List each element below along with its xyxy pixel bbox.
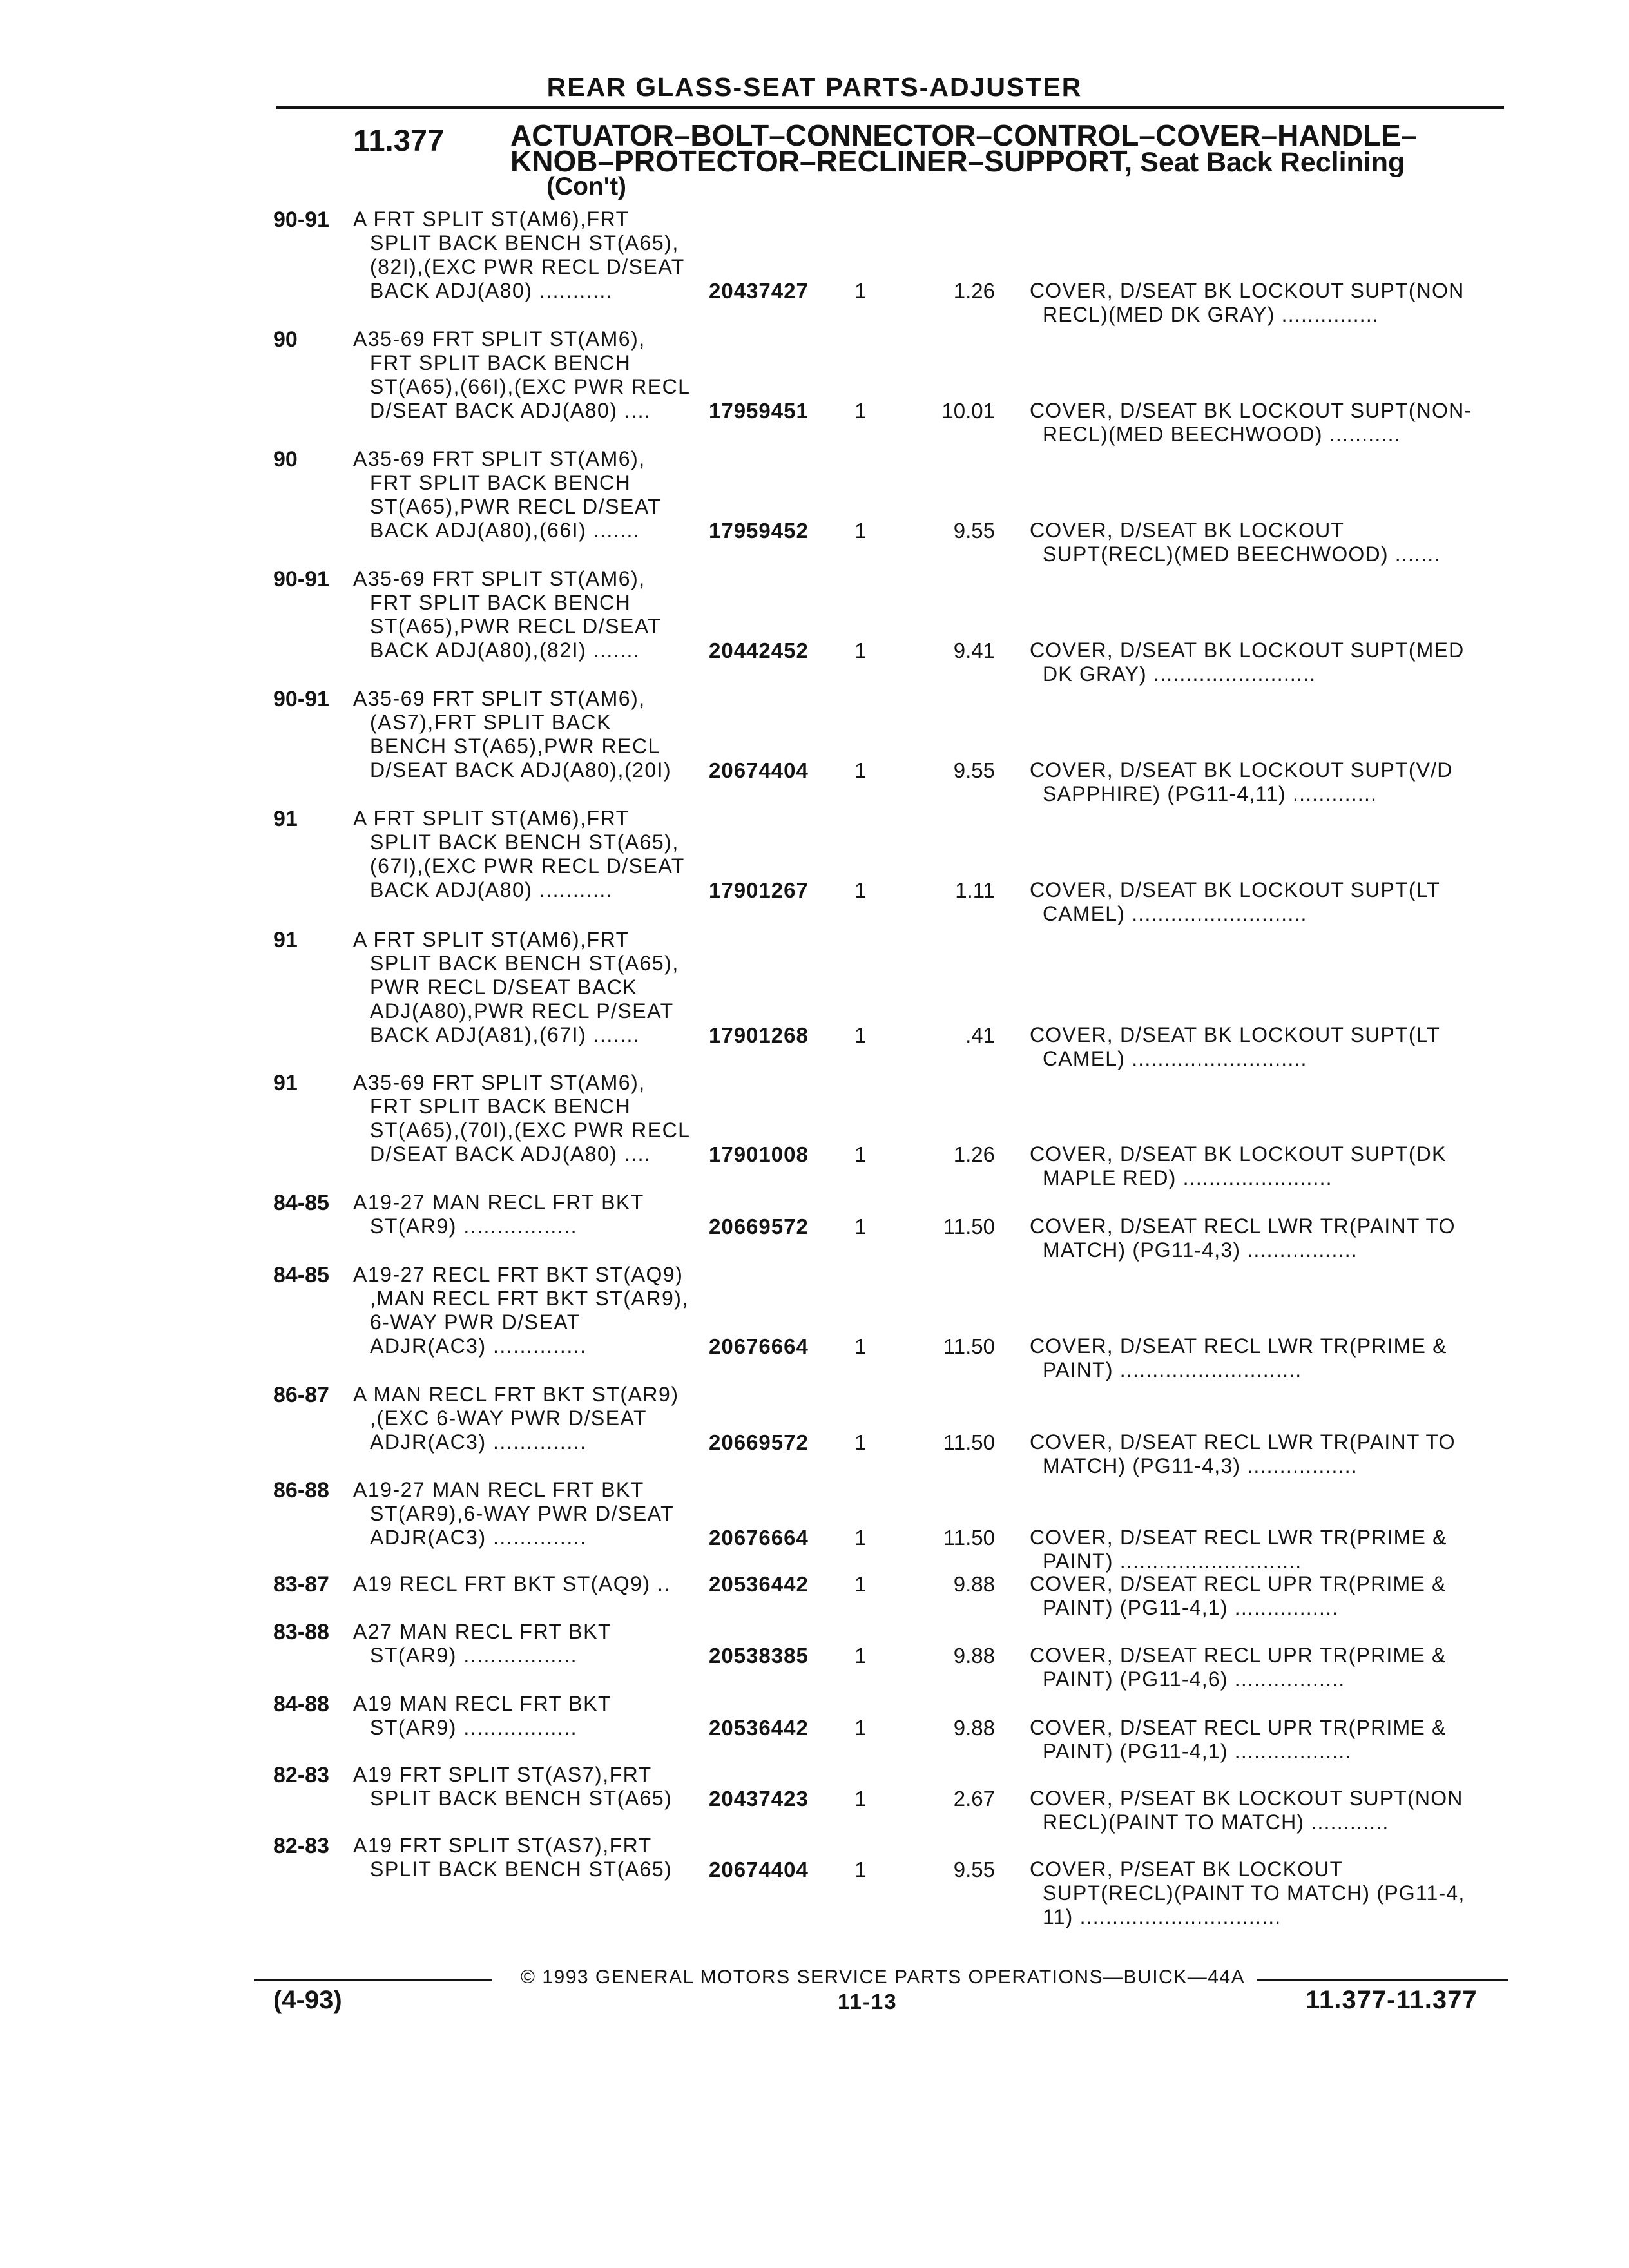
price: 9.55	[953, 1858, 995, 1881]
item-part-description-line: PAINT) ............................	[1043, 1358, 1302, 1381]
item-part-description-line: COVER, D/SEAT BK LOCKOUT SUPT(DK	[1030, 1142, 1447, 1166]
item-description	[353, 1071, 714, 1166]
item-part-description	[1030, 758, 1494, 806]
item-part-description	[1030, 1572, 1494, 1620]
item-part-description-line: COVER, D/SEAT BK LOCKOUT	[1030, 519, 1345, 542]
item-description-line: ST(AR9),6-WAY PWR D/SEAT	[370, 1502, 675, 1525]
item-description-line: ST(A65),PWR RECL D/SEAT	[370, 495, 662, 518]
item-part-description	[1030, 1142, 1494, 1190]
item-description-line: FRT SPLIT BACK BENCH	[370, 471, 631, 494]
page-number: 11-13	[838, 1990, 898, 2013]
item-part-description-line: COVER, D/SEAT RECL UPR TR(PRIME &	[1030, 1644, 1447, 1667]
header-rule	[276, 106, 1504, 109]
item-years: 91	[273, 928, 298, 952]
section-title	[510, 119, 1503, 178]
item-description-line: ADJR(AC3) ..............	[370, 1334, 587, 1358]
part-number: 17959452	[709, 519, 809, 543]
item-part-description-line: COVER, D/SEAT RECL UPR TR(PRIME &	[1030, 1572, 1447, 1595]
item-part-description	[1030, 1858, 1494, 1929]
item-part-description-line: RECL)(PAINT TO MATCH) ............	[1043, 1811, 1389, 1834]
item-description-line: ST(AR9) .................	[370, 1644, 577, 1667]
item-part-description-line: PAINT) (PG11-4,6) .................	[1043, 1667, 1345, 1691]
item-years: 83-88	[273, 1620, 329, 1644]
part-number: 17901008	[709, 1142, 809, 1166]
item-part-description-line: MATCH) (PG11-4,3) .................	[1043, 1454, 1358, 1477]
item-part-description-line: COVER, D/SEAT BK LOCKOUT SUPT(NON	[1030, 279, 1465, 302]
item-years: 86-88	[273, 1478, 329, 1503]
item-description-line: ST(AR9) .................	[370, 1215, 577, 1238]
section-title-subject: Seat Back Reclining	[1132, 147, 1405, 178]
running-head: REAR GLASS-SEAT PARTS-ADJUSTER	[546, 72, 1083, 102]
item-description-line: SPLIT BACK BENCH ST(A65)	[370, 1858, 673, 1881]
item-description-line: A19 FRT SPLIT ST(AS7),FRT	[353, 1834, 652, 1857]
item-part-description-line: COVER, D/SEAT BK LOCKOUT SUPT(V/D	[1030, 758, 1453, 782]
item-part-description-line: RECL)(MED BEECHWOOD) ...........	[1043, 423, 1401, 446]
quantity: 1	[854, 279, 867, 303]
item-description-line: BACK ADJ(A80) ...........	[370, 279, 613, 302]
item-part-description-line: COVER, D/SEAT BK LOCKOUT SUPT(LT	[1030, 878, 1441, 901]
copyright-notice: © 1993 GENERAL MOTORS SERVICE PARTS OPERATIONS—BUICK—44A	[520, 1966, 1246, 1988]
item-part-description-line: SAPPHIRE) (PG11-4,11) .............	[1043, 782, 1378, 805]
quantity: 1	[854, 758, 867, 782]
item-part-description-line: COVER, D/SEAT RECL LWR TR(PAINT TO	[1030, 1215, 1456, 1238]
part-number: 17901268	[709, 1023, 809, 1047]
item-description	[353, 1478, 714, 1550]
item-description-line: BACK ADJ(A80) ...........	[370, 878, 613, 901]
item-part-description	[1030, 1215, 1494, 1262]
item-description-line: ,MAN RECL FRT BKT ST(AR9),	[370, 1287, 689, 1310]
price: 1.26	[953, 1142, 995, 1166]
item-description-line: FRT SPLIT BACK BENCH	[370, 1095, 631, 1118]
quantity: 1	[854, 1572, 867, 1596]
item-years: 90-91	[273, 687, 329, 711]
quantity: 1	[854, 519, 867, 543]
item-description-line: BACK ADJ(A80),(66I) .......	[370, 519, 641, 542]
item-part-description-line: DK GRAY) .........................	[1043, 662, 1316, 686]
item-part-description-line: CAMEL) ...........................	[1043, 1047, 1307, 1070]
part-number: 20536442	[709, 1716, 809, 1740]
price: 11.50	[943, 1526, 995, 1550]
item-part-description	[1030, 1716, 1494, 1763]
price: 9.88	[953, 1572, 995, 1596]
part-number: 20442452	[709, 639, 809, 662]
item-part-description-line: COVER, D/SEAT RECL LWR TR(PRIME &	[1030, 1526, 1447, 1549]
item-part-description	[1030, 1644, 1494, 1691]
quantity: 1	[854, 1858, 867, 1881]
quantity: 1	[854, 1787, 867, 1811]
section-number: 11.377	[353, 123, 445, 157]
item-description-line: FRT SPLIT BACK BENCH	[370, 591, 631, 614]
item-years: 90	[273, 327, 298, 352]
item-description-line: A35-69 FRT SPLIT ST(AM6),	[353, 447, 646, 470]
item-part-description-line: COVER, D/SEAT RECL UPR TR(PRIME &	[1030, 1716, 1447, 1739]
section-range: 11.377-11.377	[1306, 1986, 1478, 2014]
item-part-description	[1030, 639, 1494, 686]
item-part-description-line: COVER, P/SEAT BK LOCKOUT	[1030, 1858, 1344, 1881]
item-description	[353, 1263, 714, 1358]
item-description-line: (AS7),FRT SPLIT BACK	[370, 711, 612, 734]
part-number: 20437423	[709, 1787, 809, 1811]
item-description-line: PWR RECL D/SEAT BACK	[370, 975, 638, 999]
item-description-line: A35-69 FRT SPLIT ST(AM6),	[353, 567, 646, 590]
quantity: 1	[854, 1716, 867, 1740]
item-description-line: (67I),(EXC PWR RECL D/SEAT	[370, 854, 685, 878]
item-description-line: ADJR(AC3) ..............	[370, 1430, 587, 1454]
part-number: 20437427	[709, 279, 809, 303]
item-description-line: A FRT SPLIT ST(AM6),FRT	[353, 928, 630, 951]
item-description	[353, 1191, 714, 1238]
quantity: 1	[854, 1334, 867, 1358]
item-part-description-line: COVER, D/SEAT BK LOCKOUT SUPT(LT	[1030, 1023, 1441, 1046]
item-part-description-line: CAMEL) ...........................	[1043, 902, 1307, 925]
item-description-line: SPLIT BACK BENCH ST(A65)	[370, 1787, 673, 1810]
item-years: 84-88	[273, 1692, 329, 1716]
item-years: 90-91	[273, 207, 329, 232]
item-years: 84-85	[273, 1263, 329, 1287]
quantity: 1	[854, 1430, 867, 1454]
quantity: 1	[854, 639, 867, 662]
section-continued: (Con't)	[546, 173, 627, 200]
item-description-line: A35-69 FRT SPLIT ST(AM6),	[353, 687, 646, 710]
price: 9.88	[953, 1716, 995, 1740]
item-years: 91	[273, 807, 298, 831]
footer-rule-left	[254, 1979, 492, 1981]
item-description	[353, 1572, 714, 1596]
item-description-line: SPLIT BACK BENCH ST(A65),	[370, 831, 679, 854]
item-description-line: BACK ADJ(A81),(67I) .......	[370, 1023, 641, 1046]
item-part-description-line: 11) ...............................	[1043, 1905, 1282, 1928]
item-description-line: D/SEAT BACK ADJ(A80),(20I)	[370, 758, 672, 782]
item-part-description-line: COVER, D/SEAT RECL LWR TR(PAINT TO	[1030, 1430, 1456, 1454]
part-number: 20538385	[709, 1644, 809, 1667]
item-description	[353, 1620, 714, 1667]
item-description-line: A MAN RECL FRT BKT ST(AR9)	[353, 1383, 679, 1406]
item-description-line: ADJR(AC3) ..............	[370, 1526, 587, 1549]
quantity: 1	[854, 1526, 867, 1550]
item-description-line: (82I),(EXC PWR RECL D/SEAT	[370, 255, 685, 278]
item-description-line: A27 MAN RECL FRT BKT	[353, 1620, 612, 1643]
section-title-main: KNOB–PROTECTOR–RECLINER–SUPPORT,	[510, 144, 1133, 178]
item-description-line: A19-27 RECL FRT BKT ST(AQ9)	[353, 1263, 684, 1286]
item-description-line: 6-WAY PWR D/SEAT	[370, 1311, 581, 1334]
item-description-line: A FRT SPLIT ST(AM6),FRT	[353, 207, 630, 231]
quantity: 1	[854, 399, 867, 423]
item-description-line: A19 RECL FRT BKT ST(AQ9) ..	[353, 1572, 671, 1595]
item-description	[353, 928, 714, 1047]
item-description	[353, 807, 714, 902]
quantity: 1	[854, 1023, 867, 1047]
item-description	[353, 1692, 714, 1740]
item-description-line: BENCH ST(A65),PWR RECL	[370, 735, 660, 758]
item-years: 90	[273, 447, 298, 472]
item-description	[353, 1834, 714, 1881]
item-description-line: ST(A65),PWR RECL D/SEAT	[370, 615, 662, 638]
item-description-line: A19-27 MAN RECL FRT BKT	[353, 1191, 644, 1214]
item-description-line: SPLIT BACK BENCH ST(A65),	[370, 952, 679, 975]
price: 9.41	[953, 639, 995, 662]
item-years: 91	[273, 1071, 298, 1095]
item-description	[353, 207, 714, 303]
item-part-description-line: MAPLE RED) .......................	[1043, 1166, 1333, 1189]
item-description-line: A19 FRT SPLIT ST(AS7),FRT	[353, 1763, 652, 1786]
item-years: 82-83	[273, 1763, 329, 1787]
quantity: 1	[854, 1215, 867, 1238]
item-part-description	[1030, 1787, 1494, 1834]
item-part-description	[1030, 1023, 1494, 1071]
item-part-description-line: COVER, D/SEAT RECL LWR TR(PRIME &	[1030, 1334, 1447, 1358]
item-part-description-line: COVER, D/SEAT BK LOCKOUT SUPT(MED	[1030, 639, 1465, 662]
footer-rule-right	[1257, 1979, 1508, 1981]
item-part-description	[1030, 1526, 1494, 1573]
price: 1.26	[953, 279, 995, 303]
part-number: 20674404	[709, 758, 809, 782]
item-part-description-line: SUPT(RECL)(PAINT TO MATCH) (PG11-4,	[1043, 1881, 1465, 1905]
item-description	[353, 1383, 714, 1454]
item-years: 84-85	[273, 1191, 329, 1215]
item-description-line: SPLIT BACK BENCH ST(A65),	[370, 231, 679, 255]
item-description-line: A19-27 MAN RECL FRT BKT	[353, 1478, 644, 1501]
item-description-line: D/SEAT BACK ADJ(A80) ....	[370, 399, 651, 422]
date-code: (4-93)	[273, 1986, 342, 2014]
item-description-line: D/SEAT BACK ADJ(A80) ....	[370, 1142, 651, 1166]
price: .41	[965, 1023, 995, 1047]
item-description	[353, 327, 714, 423]
item-description	[353, 567, 714, 662]
item-years: 90-91	[273, 567, 329, 591]
item-description-line: ADJ(A80),PWR RECL P/SEAT	[370, 999, 674, 1023]
item-part-description	[1030, 399, 1494, 447]
price: 2.67	[953, 1787, 995, 1811]
section-title-line-2	[510, 144, 1503, 178]
quantity: 1	[854, 878, 867, 902]
item-part-description-line: PAINT) ............................	[1043, 1550, 1302, 1573]
item-description-line: ST(A65),(70I),(EXC PWR RECL	[370, 1119, 691, 1142]
part-number: 20536442	[709, 1572, 809, 1596]
item-part-description-line: PAINT) (PG11-4,1) ................	[1043, 1596, 1339, 1619]
item-description-line: ST(AR9) .................	[370, 1716, 577, 1739]
item-part-description-line: COVER, P/SEAT BK LOCKOUT SUPT(NON	[1030, 1787, 1463, 1810]
item-part-description	[1030, 1334, 1494, 1382]
price: 11.50	[943, 1215, 995, 1238]
item-part-description	[1030, 878, 1494, 926]
item-description-line: A35-69 FRT SPLIT ST(AM6),	[353, 327, 646, 351]
item-years: 82-83	[273, 1834, 329, 1858]
section-title-line-1: ACTUATOR–BOLT–CONNECTOR–CONTROL–COVER–HANDLE–	[510, 119, 1418, 152]
part-number: 20669572	[709, 1215, 809, 1238]
part-number: 20676664	[709, 1334, 809, 1358]
item-part-description	[1030, 279, 1494, 327]
price: 9.55	[953, 519, 995, 543]
item-description-line: ST(A65),(66I),(EXC PWR RECL	[370, 375, 691, 398]
quantity: 1	[854, 1142, 867, 1166]
item-part-description-line: MATCH) (PG11-4,3) .................	[1043, 1238, 1358, 1262]
item-years: 86-87	[273, 1383, 329, 1407]
price: 9.55	[953, 758, 995, 782]
price: 11.50	[943, 1334, 995, 1358]
part-number: 20669572	[709, 1430, 809, 1454]
item-part-description-line: PAINT) (PG11-4,1) ..................	[1043, 1740, 1352, 1763]
item-part-description	[1030, 1430, 1494, 1478]
item-description-line: A FRT SPLIT ST(AM6),FRT	[353, 807, 630, 830]
item-part-description-line: RECL)(MED DK GRAY) ...............	[1043, 303, 1380, 326]
item-part-description-line: COVER, D/SEAT BK LOCKOUT SUPT(NON-	[1030, 399, 1472, 422]
price: 11.50	[943, 1430, 995, 1454]
part-number: 20674404	[709, 1858, 809, 1881]
part-number: 17901267	[709, 878, 809, 902]
item-description	[353, 447, 714, 543]
item-description-line: FRT SPLIT BACK BENCH	[370, 351, 631, 374]
item-description	[353, 687, 714, 782]
item-description-line: A19 MAN RECL FRT BKT	[353, 1692, 612, 1715]
price: 10.01	[941, 399, 995, 423]
item-part-description-line: SUPT(RECL)(MED BEECHWOOD) .......	[1043, 543, 1441, 566]
quantity: 1	[854, 1644, 867, 1667]
item-description-line: A35-69 FRT SPLIT ST(AM6),	[353, 1071, 646, 1094]
item-years: 83-87	[273, 1572, 329, 1597]
item-description-line: BACK ADJ(A80),(82I) .......	[370, 639, 641, 662]
price: 9.88	[953, 1644, 995, 1667]
item-description-line: ,(EXC 6-WAY PWR D/SEAT	[370, 1407, 648, 1430]
part-number: 20676664	[709, 1526, 809, 1550]
part-number: 17959451	[709, 399, 809, 423]
item-description	[353, 1763, 714, 1811]
item-part-description	[1030, 519, 1494, 566]
price: 1.11	[955, 878, 995, 902]
